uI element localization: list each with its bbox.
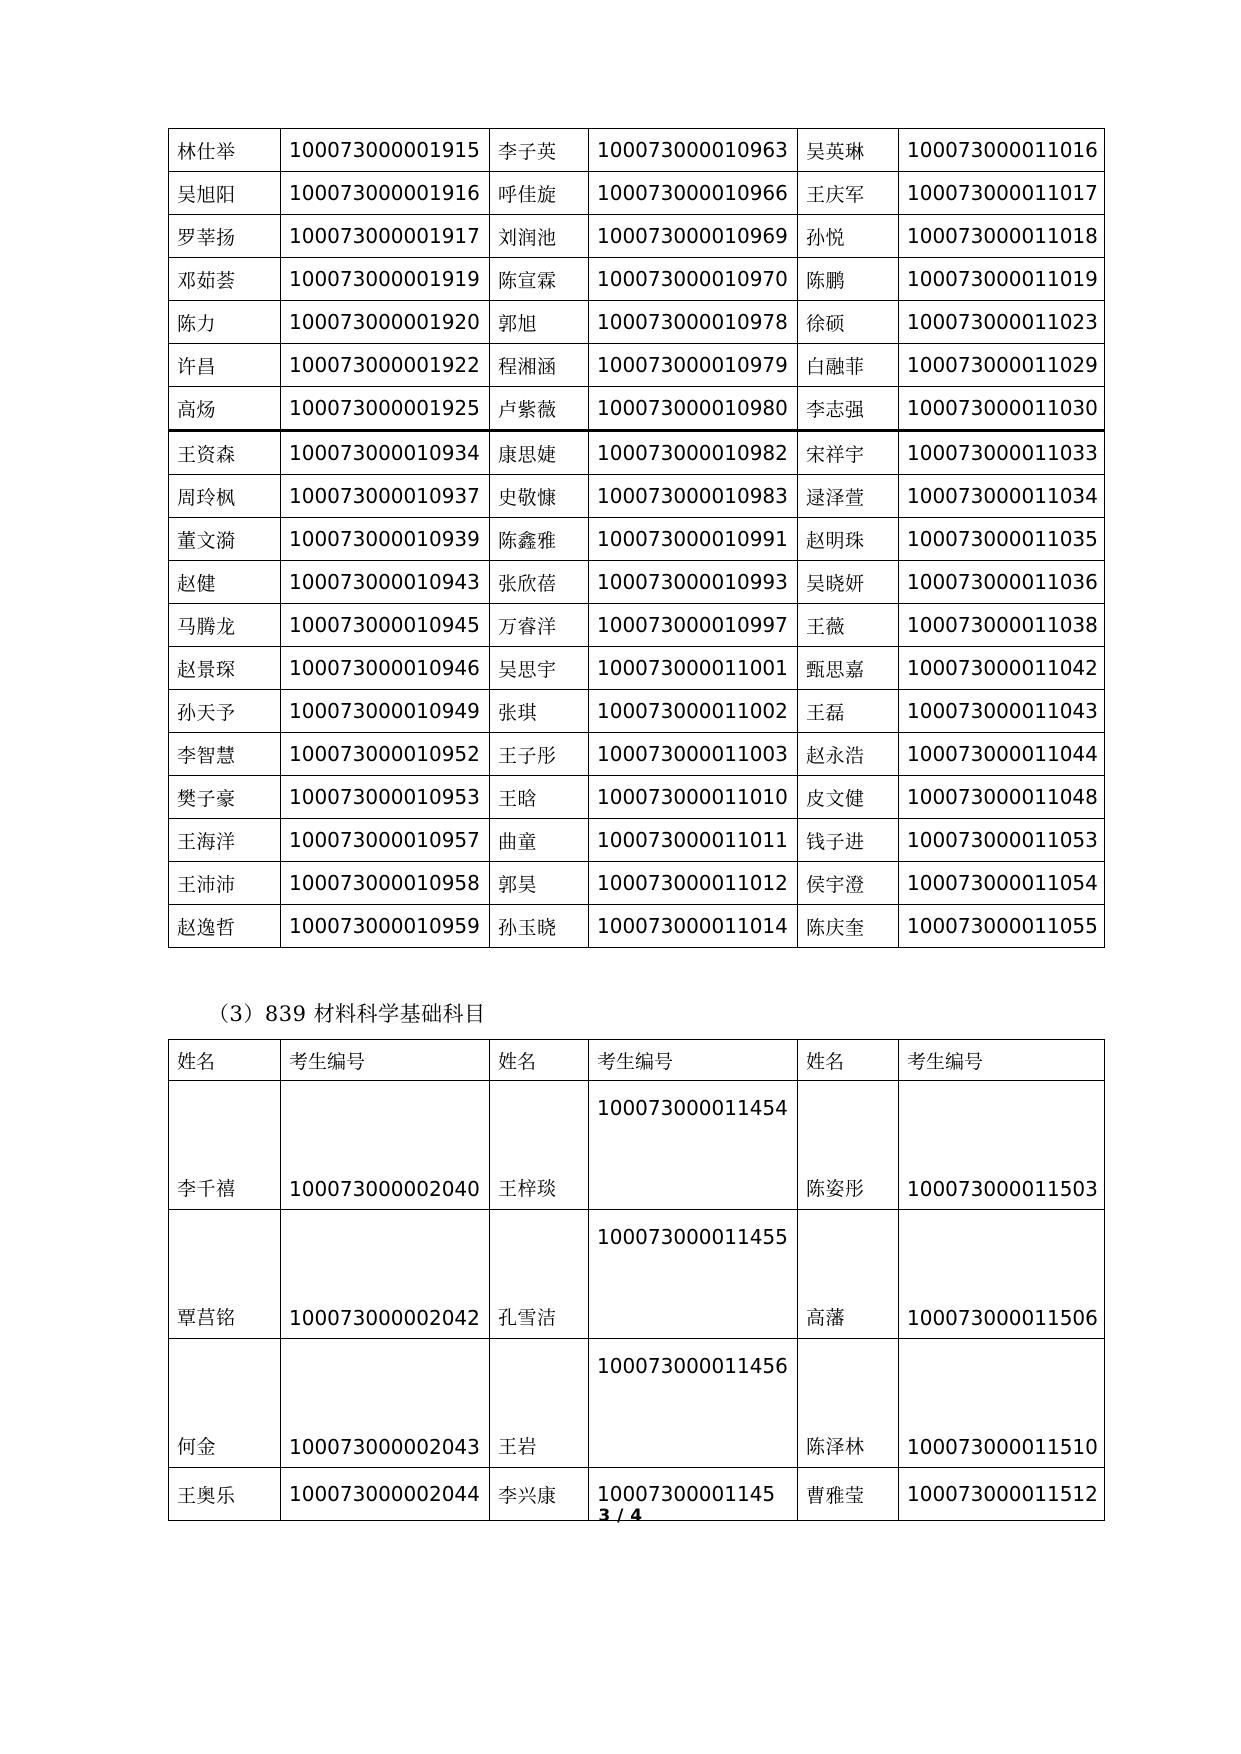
table2-body xyxy=(169,1081,1105,1521)
cell-number: 100073000011017 xyxy=(899,172,1105,215)
table-row xyxy=(169,647,1105,690)
cell-number: 100073000011010 xyxy=(589,776,798,819)
cell-name: 周玲枫 xyxy=(169,475,281,518)
cell-name: 王海洋 xyxy=(169,819,281,862)
cell-name: 李千禧 xyxy=(169,1081,281,1210)
cell-name: 王岩 xyxy=(490,1339,589,1468)
cell-number: 100073000010958 xyxy=(281,862,490,905)
cell-number: 100073000001920 xyxy=(281,301,490,344)
cell-name: 罗莘扬 xyxy=(169,215,281,258)
cell-number: 100073000010952 xyxy=(281,733,490,776)
cell-number: 100073000011023 xyxy=(899,301,1105,344)
cell-number: 100073000011038 xyxy=(899,604,1105,647)
table-row xyxy=(169,301,1105,344)
column-header-number: 考生编号 xyxy=(589,1040,798,1081)
cell-number: 100073000011503 xyxy=(899,1081,1105,1210)
cell-number: 100073000010934 xyxy=(281,431,490,475)
cell-number: 100073000011003 xyxy=(589,733,798,776)
cell-number: 100073000010959 xyxy=(281,905,490,948)
cell-number: 100073000011030 xyxy=(899,387,1105,431)
table-row xyxy=(169,690,1105,733)
cell-number: 100073000011035 xyxy=(899,518,1105,561)
cell-name: 高炀 xyxy=(169,387,281,431)
table-header-row xyxy=(169,1040,1105,1081)
table-row xyxy=(169,129,1105,172)
candidate-table-continuation xyxy=(168,128,1105,948)
cell-name: 李志强 xyxy=(798,387,899,431)
cell-name: 陈泽林 xyxy=(798,1339,899,1468)
cell-number: 100073000010946 xyxy=(281,647,490,690)
cell-number: 100073000011510 xyxy=(899,1339,1105,1468)
cell-number: 100073000011456 xyxy=(589,1339,798,1468)
table-row xyxy=(169,862,1105,905)
cell-name: 李兴康 xyxy=(490,1468,589,1521)
cell-number: 100073000010991 xyxy=(589,518,798,561)
cell-name: 史敬慷 xyxy=(490,475,589,518)
cell-number: 10007300001145 xyxy=(589,1468,798,1521)
table-row xyxy=(169,604,1105,647)
column-header-number: 考生编号 xyxy=(899,1040,1105,1081)
table-row xyxy=(169,387,1105,431)
cell-number: 100073000001919 xyxy=(281,258,490,301)
cell-name: 逯泽萱 xyxy=(798,475,899,518)
column-header-name: 姓名 xyxy=(490,1040,589,1081)
cell-name: 陈庆奎 xyxy=(798,905,899,948)
page-number-footer: 3 / 4 xyxy=(598,1506,643,1526)
cell-name: 卢紫薇 xyxy=(490,387,589,431)
cell-name: 刘润池 xyxy=(490,215,589,258)
cell-name: 王梓琰 xyxy=(490,1081,589,1210)
cell-name: 王奥乐 xyxy=(169,1468,281,1521)
table-row xyxy=(169,561,1105,604)
cell-number: 100073000010970 xyxy=(589,258,798,301)
cell-name: 陈力 xyxy=(169,301,281,344)
cell-number: 100073000010969 xyxy=(589,215,798,258)
table-row xyxy=(169,1081,1105,1210)
table-row xyxy=(169,172,1105,215)
cell-number: 100073000002043 xyxy=(281,1339,490,1468)
cell-name: 孔雪洁 xyxy=(490,1210,589,1339)
column-header-name: 姓名 xyxy=(169,1040,281,1081)
cell-number: 100073000011506 xyxy=(899,1210,1105,1339)
cell-name: 王磊 xyxy=(798,690,899,733)
cell-name: 陈姿彤 xyxy=(798,1081,899,1210)
cell-number: 100073000011034 xyxy=(899,475,1105,518)
cell-name: 钱子进 xyxy=(798,819,899,862)
cell-number: 100073000011043 xyxy=(899,690,1105,733)
cell-number: 100073000011012 xyxy=(589,862,798,905)
cell-number: 100073000011011 xyxy=(589,819,798,862)
table-row xyxy=(169,733,1105,776)
cell-name: 王庆军 xyxy=(798,172,899,215)
table-row xyxy=(169,905,1105,948)
cell-number: 100073000011036 xyxy=(899,561,1105,604)
section-heading-839: （3）839 材料科学基础科目 xyxy=(208,1002,486,1026)
cell-number: 100073000010949 xyxy=(281,690,490,733)
cell-number: 100073000010966 xyxy=(589,172,798,215)
cell-name: 赵景琛 xyxy=(169,647,281,690)
cell-name: 马腾龙 xyxy=(169,604,281,647)
table-row xyxy=(169,1339,1105,1468)
cell-name: 曹雅莹 xyxy=(798,1468,899,1521)
cell-number: 100073000011001 xyxy=(589,647,798,690)
cell-number: 100073000011014 xyxy=(589,905,798,948)
table-row xyxy=(169,431,1105,475)
cell-name: 李智慧 xyxy=(169,733,281,776)
cell-number: 100073000011016 xyxy=(899,129,1105,172)
table-row xyxy=(169,344,1105,387)
cell-name: 甄思嘉 xyxy=(798,647,899,690)
cell-number: 100073000011054 xyxy=(899,862,1105,905)
table2-head xyxy=(169,1040,1105,1081)
column-header-name: 姓名 xyxy=(798,1040,899,1081)
cell-name: 李子英 xyxy=(490,129,589,172)
cell-name: 徐硕 xyxy=(798,301,899,344)
table-row xyxy=(169,1210,1105,1339)
cell-name: 何金 xyxy=(169,1339,281,1468)
cell-number: 100073000010978 xyxy=(589,301,798,344)
cell-name: 王子彤 xyxy=(490,733,589,776)
column-header-number: 考生编号 xyxy=(281,1040,490,1081)
cell-name: 郭昊 xyxy=(490,862,589,905)
cell-number: 100073000001922 xyxy=(281,344,490,387)
cell-name: 郭旭 xyxy=(490,301,589,344)
cell-number: 100073000010943 xyxy=(281,561,490,604)
cell-number: 100073000010937 xyxy=(281,475,490,518)
cell-number: 100073000002040 xyxy=(281,1081,490,1210)
cell-name: 白融菲 xyxy=(798,344,899,387)
table-row xyxy=(169,776,1105,819)
table-row xyxy=(169,475,1105,518)
cell-number: 100073000001916 xyxy=(281,172,490,215)
cell-number: 100073000011019 xyxy=(899,258,1105,301)
cell-number: 100073000011455 xyxy=(589,1210,798,1339)
table1-body xyxy=(169,129,1105,948)
cell-number: 100073000001915 xyxy=(281,129,490,172)
cell-number: 100073000010957 xyxy=(281,819,490,862)
cell-number: 100073000002044 xyxy=(281,1468,490,1521)
cell-name: 赵明珠 xyxy=(798,518,899,561)
cell-name: 王薇 xyxy=(798,604,899,647)
cell-name: 王资森 xyxy=(169,431,281,475)
cell-name: 陈宣霖 xyxy=(490,258,589,301)
cell-number: 100073000010953 xyxy=(281,776,490,819)
cell-number: 100073000010983 xyxy=(589,475,798,518)
cell-name: 赵逸哲 xyxy=(169,905,281,948)
cell-name: 邓茹荟 xyxy=(169,258,281,301)
cell-number: 100073000011044 xyxy=(899,733,1105,776)
cell-name: 曲童 xyxy=(490,819,589,862)
cell-name: 樊子豪 xyxy=(169,776,281,819)
table-row xyxy=(169,215,1105,258)
cell-name: 赵健 xyxy=(169,561,281,604)
cell-name: 张欣蓓 xyxy=(490,561,589,604)
cell-number: 100073000010980 xyxy=(589,387,798,431)
table-row xyxy=(169,258,1105,301)
table-row xyxy=(169,518,1105,561)
cell-name: 吴思宇 xyxy=(490,647,589,690)
cell-number: 100073000010997 xyxy=(589,604,798,647)
cell-number: 100073000011055 xyxy=(899,905,1105,948)
cell-name: 林仕举 xyxy=(169,129,281,172)
cell-name: 侯宇澄 xyxy=(798,862,899,905)
cell-name: 覃莒铭 xyxy=(169,1210,281,1339)
cell-name: 吴旭阳 xyxy=(169,172,281,215)
cell-name: 高藩 xyxy=(798,1210,899,1339)
cell-number: 100073000001925 xyxy=(281,387,490,431)
cell-number: 100073000010939 xyxy=(281,518,490,561)
cell-name: 张琪 xyxy=(490,690,589,733)
cell-name: 孙天予 xyxy=(169,690,281,733)
cell-name: 陈鑫雅 xyxy=(490,518,589,561)
cell-name: 万睿洋 xyxy=(490,604,589,647)
cell-name: 程湘涵 xyxy=(490,344,589,387)
page-content xyxy=(168,128,1098,1521)
cell-name: 董文漪 xyxy=(169,518,281,561)
cell-number: 100073000010979 xyxy=(589,344,798,387)
cell-number: 100073000011033 xyxy=(899,431,1105,475)
cell-name: 王晗 xyxy=(490,776,589,819)
cell-name: 呼佳旋 xyxy=(490,172,589,215)
cell-number: 100073000010945 xyxy=(281,604,490,647)
candidate-table-839 xyxy=(168,1039,1105,1521)
cell-number: 100073000011512 xyxy=(899,1468,1105,1521)
cell-number: 100073000010993 xyxy=(589,561,798,604)
cell-number: 100073000011018 xyxy=(899,215,1105,258)
cell-number: 100073000011029 xyxy=(899,344,1105,387)
cell-name: 许昌 xyxy=(169,344,281,387)
cell-name: 陈鹏 xyxy=(798,258,899,301)
cell-name: 吴英琳 xyxy=(798,129,899,172)
cell-number: 100073000011042 xyxy=(899,647,1105,690)
cell-name: 吴晓妍 xyxy=(798,561,899,604)
cell-name: 宋祥宇 xyxy=(798,431,899,475)
cell-name: 康思婕 xyxy=(490,431,589,475)
cell-name: 孙玉晓 xyxy=(490,905,589,948)
cell-number: 100073000011454 xyxy=(589,1081,798,1210)
table-row xyxy=(169,819,1105,862)
cell-name: 王沛沛 xyxy=(169,862,281,905)
cell-number: 100073000001917 xyxy=(281,215,490,258)
cell-number: 100073000010963 xyxy=(589,129,798,172)
cell-number: 100073000010982 xyxy=(589,431,798,475)
cell-name: 皮文健 xyxy=(798,776,899,819)
cell-name: 赵永浩 xyxy=(798,733,899,776)
cell-number: 100073000011048 xyxy=(899,776,1105,819)
cell-number: 100073000002042 xyxy=(281,1210,490,1339)
cell-number: 100073000011002 xyxy=(589,690,798,733)
cell-number: 100073000011053 xyxy=(899,819,1105,862)
cell-name: 孙悦 xyxy=(798,215,899,258)
